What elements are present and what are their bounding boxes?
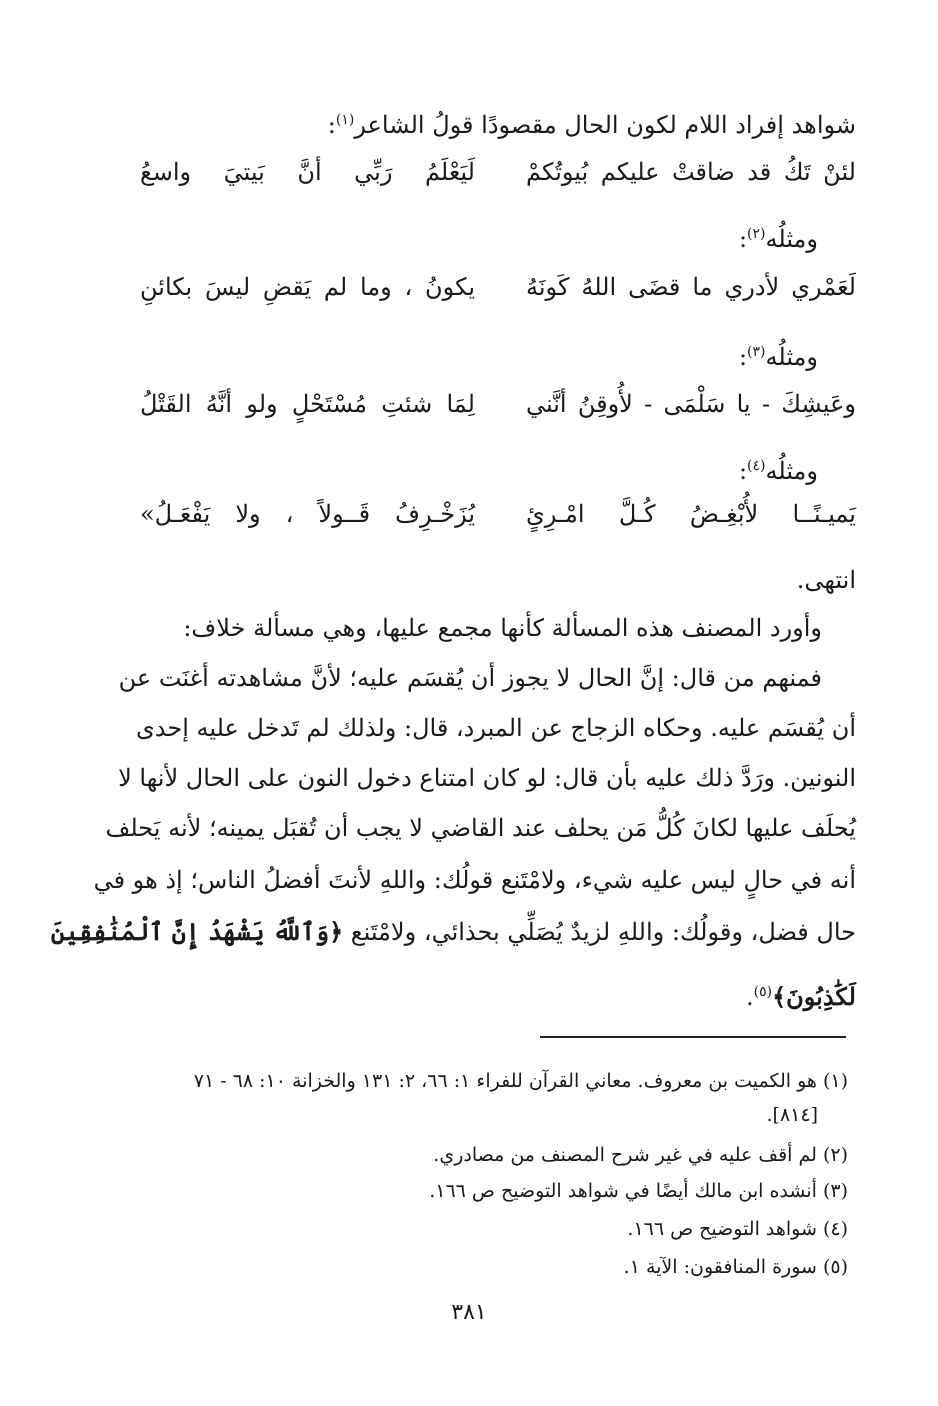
mithluh-2-line [140, 214, 818, 259]
paragraph-2-line-6-text: حال فضل، وقولُك: واللهِ لزيدٌ يُصَلِّي بحذائي، ولامْتَنع [350, 918, 856, 946]
mithluh-3-text: ومثلُه [765, 343, 818, 371]
footnote-ref-5[interactable]: (٥) [753, 984, 773, 1000]
paragraph-2-line-2 [135, 708, 856, 748]
footnote-2 [140, 1140, 848, 1170]
paragraph-2-line-7 [140, 972, 856, 1017]
intro-line [140, 100, 856, 145]
intro-colon: : [327, 111, 336, 139]
footnote-1-text: هو الكميت بن معروف. معاني القرآن للفراء ١: ٦٦، ٢: ١٣١ والخزانة ١٠: ٦٨ - ٧١ [193, 1070, 817, 1092]
footnote-3 [140, 1176, 848, 1206]
footnote-5-number: (٥) [822, 1256, 848, 1278]
paragraph-2-line-4 [105, 808, 856, 848]
verse-4 [140, 492, 856, 536]
verse-1-first-hemistich: لئنْ تَكُ قد ضاقتْ عليكم بُيوتُكمْ [526, 158, 856, 186]
footnote-1 [140, 1066, 848, 1096]
verse-3 [140, 382, 856, 426]
footnote-3-number: (٣) [822, 1180, 848, 1202]
paragraph-2-line-5 [93, 860, 856, 900]
footnote-ref-1[interactable]: (١) [335, 112, 355, 128]
verse-3-first-hemistich: وعَيشِكَ - يا سَلْمَى - لأُوقِنُ أنَّني [526, 390, 856, 418]
footnote-4-text: شواهد التوضيح ص ١٦٦. [627, 1218, 817, 1240]
footnote-5-text: سورة المنافقون: الآية ١. [623, 1256, 817, 1278]
footnote-divider [540, 1036, 846, 1038]
mithluh-2-colon: : [738, 225, 748, 253]
footnote-1-number: (١) [822, 1070, 848, 1092]
intro-text: شواهد إفراد اللام لكون الحال مقصودًا قولُ الشاعر [354, 111, 856, 139]
paragraph-1 [140, 608, 822, 648]
footnote-2-text: لم أقف عليه في غير شرح المصنف من مصادري. [433, 1144, 817, 1166]
verse-2-first-hemistich: لَعَمْري لأدري ما قضَى اللهُ كَونَهُ [526, 273, 856, 301]
mithluh-4-colon: : [738, 457, 748, 485]
footnote-1-continuation [140, 1100, 818, 1130]
paragraph-2-line-1 [118, 658, 822, 698]
verse-2 [140, 265, 856, 309]
paragraph-2-line-6 [50, 912, 856, 952]
verse-3-second-hemistich: لِمَا شئتِ مُسْتَحْلٍ ولو أنَّهُ القَتْلُ [140, 390, 475, 418]
page-number: ٣٨١ [451, 1300, 487, 1325]
paragraph-2-line-5-text: أنه في حالٍ ليس عليه شيء، ولامْتَنع قولُك: واللهِ لأنتَ أفضلُ الناس؛ إذ هو في [93, 866, 856, 894]
footnote-ref-4[interactable]: (٤) [747, 458, 766, 474]
verse-2-second-hemistich: يكونُ ، وما لم يَقضِ ليسَ بكائنِ [140, 273, 475, 301]
paragraph-2-line-3 [118, 758, 856, 798]
verse-4-first-hemistich: يَميـنًــا لأُبْغِـضُ كُـلَّ امْـرِئٍ [526, 500, 856, 528]
verse-4-second-hemistich: يُزَخْـرِفُ قَــولاً ، ولا يَفْعَـلُ» [140, 500, 475, 528]
footnote-3-text: أنشده ابن مالك أيضًا في شواهد التوضيح ص ١٦٦. [429, 1180, 817, 1202]
mithluh-3-colon: : [738, 343, 748, 371]
footnote-ref-2[interactable]: (٢) [747, 226, 766, 242]
intahaa-text: انتهى. [796, 566, 856, 594]
paragraph-1-text: وأورد المصنف هذه المسألة كأنها مجمع عليها، وهي مسألة خلاف: [183, 614, 822, 642]
footnote-1-cont-text: [٨١٤]. [766, 1104, 818, 1126]
paragraph-2-line-2-text: أن يُقسَم عليه. وحكاه الزجاج عن المبرد، قال: ولذلك لم تَدخل عليه إحدى [135, 714, 856, 742]
footnote-4 [140, 1214, 848, 1244]
quran-quote-end: لَكَٰذِبُونَ﴾ [772, 982, 856, 1011]
footnote-4-number: (٤) [822, 1218, 848, 1240]
quran-quote-start: ﴿وَٱللَّهُ يَشْهَدُ إِنَّ ٱلْمُنَٰفِقِينَ [50, 917, 344, 946]
intahaa-line [140, 560, 856, 600]
verse-1 [140, 150, 856, 194]
footnote-5 [140, 1252, 848, 1282]
mithluh-4-text: ومثلُه [765, 457, 818, 485]
mithluh-3-line [140, 332, 818, 377]
paragraph-2-line-3-text: النونين. ورَدَّ ذلك عليه بأن قال: لو كان امتناع دخول النون على الحال لأنها لا [118, 764, 856, 792]
paragraph-2-line-4-text: يُحلَف عليها لكانَ كُلُّ مَن يحلف عند القاضي لا يجب أن تُقبَل يمينه؛ لأنه يَحلف [105, 814, 856, 842]
footnote-2-number: (٢) [822, 1144, 848, 1166]
verse-1-second-hemistich: لَيَعْلَمُ رَبِّي أنَّ بَيتيَ واسعُ [140, 158, 475, 186]
paragraph-end-period: . [745, 983, 754, 1011]
mithluh-2-text: ومثلُه [765, 225, 818, 253]
mithluh-4-line [140, 446, 818, 491]
footnote-ref-3[interactable]: (٣) [747, 344, 766, 360]
paragraph-2-line-1-text: فمنهم من قال: إنَّ الحال لا يجوز أن يُقسَم عليه؛ لأنَّ مشاهدته أغنَت عن [118, 664, 822, 692]
